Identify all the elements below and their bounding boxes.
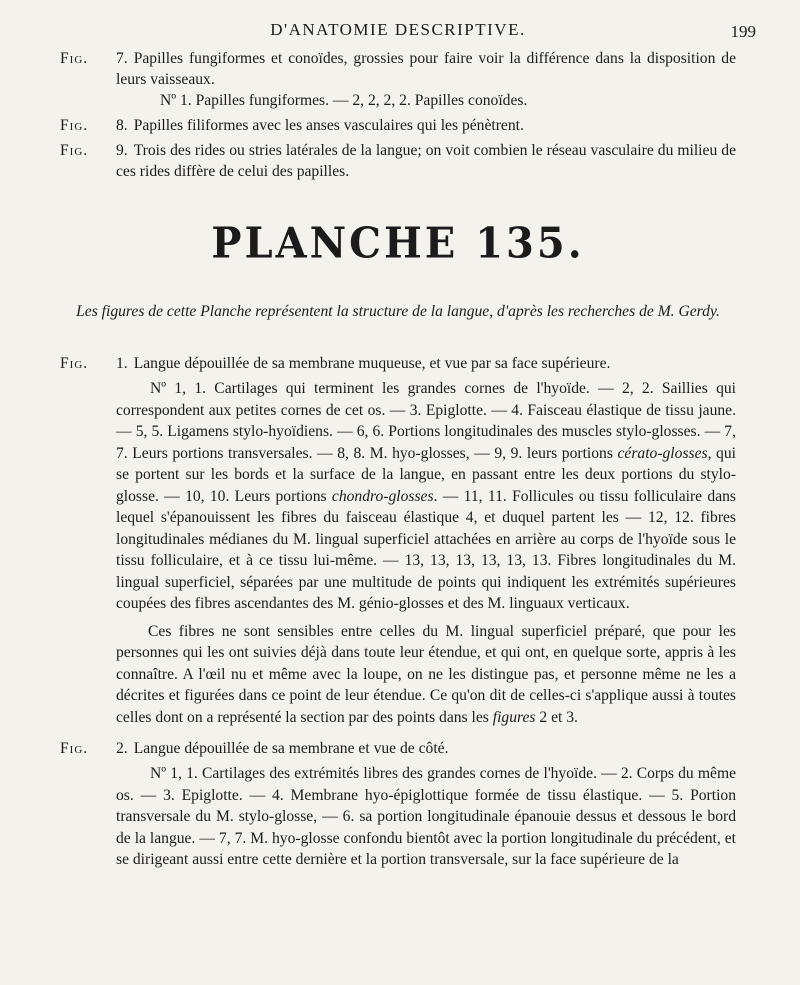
note-italic-term: figures	[492, 708, 536, 726]
figure-1-note	[116, 621, 736, 729]
plate-title: PLANCHE 135.	[211, 218, 585, 269]
legend-text: Nº 1, 1. Cartilages qui terminent les grandes cornes de l'hyoïde. — 2, 2. Saillies qui correspondent aux petites cornes de cet os. — 3. Epiglotte. — 4. Faisceau élastique de tissu jaune. — 5, 5. Ligamens stylo-hyoïdiens. — 6, 6. Portions longitudinales des muscles stylo-glosses. — 7, 7. Leurs portions transversales. — 8, 8. M. hyo-glosses, — 9, 9. leurs portions	[116, 380, 736, 462]
figure-label: Fig.	[60, 50, 89, 67]
page-number: 199	[730, 22, 756, 41]
figure-label: Fig.	[60, 355, 89, 372]
figure-1-legend	[116, 378, 736, 615]
figure-entry-1	[60, 353, 736, 374]
figure-number: 1.	[116, 355, 128, 372]
figure-label: Fig.	[60, 740, 89, 757]
page-header	[60, 0, 756, 48]
note-text: Ces fibres ne sont sensibles entre celles du M. lingual superficiel préparé, que pour les personnes qui les ont suivies déjà dans toute leur étendue, et qui ont, en quelque sorte, appris à les connaître. A l'œil nu et même avec la loupe, on ne les distingue pas, et personne même ne les a décrites et figurées dans ce point de leur étendue. Ce qu'on dit de celles-ci s'applique aussi à toutes celles dont on a représenté la section par des points dans les	[116, 622, 736, 726]
figure-entry-9	[60, 140, 736, 182]
figure-entry-8	[60, 115, 736, 136]
figure-number: 7.	[116, 50, 128, 67]
running-title: D'ANATOMIE DESCRIPTIVE.	[270, 20, 526, 39]
figure-label: Fig.	[60, 142, 89, 159]
figure-number: 8.	[116, 117, 128, 134]
figure-label: Fig.	[60, 117, 89, 134]
figure-number: 9.	[116, 142, 128, 159]
figure-entry-7	[60, 48, 736, 90]
plate-caption: Les figures de cette Planche représentent la structure de la langue, d'après les recherches de M. Gerdy.	[76, 303, 720, 320]
figure-description: Papilles fungiformes et conoïdes, grossies pour faire voir la différence dans la disposition de leurs vaisseaux.	[116, 50, 736, 88]
legend-italic-term: cérato-glosses	[617, 444, 708, 462]
figure-2-legend: Nº 1, 1. Cartilages des extrémités libres des grandes cornes de l'hyoïde. — 2. Corps du même os. — 3. Epiglotte. — 4. Membrane hyo-épiglottique formée de tissu élastique. — 5. Portion transversale du M. stylo-glosse, — 6. sa portion longitudinale épanouie dessus et dessous le bord de la langue. — 7, 7. M. hyo-glosse confondu bientôt avec la portion longitudinale du précédent, et se dirigeant aussi entre cette dernière et la portion transversale, sur la face supérieure de la	[116, 765, 736, 868]
figure-number: 2.	[116, 740, 128, 757]
legend-text: , qui se portent sur les bords et la surface de la langue, en passant entre les deux portions du stylo-glosse. — 10, 10. Leurs portions	[116, 444, 736, 505]
figure-description: Langue dépouillée de sa membrane et vue de côté.	[133, 740, 449, 757]
figure-entry-2	[60, 738, 736, 759]
note-text: 2 et 3.	[535, 708, 578, 726]
legend-italic-term: chondro-glosses	[331, 487, 434, 505]
figure-description: Langue dépouillée de sa membrane muqueuse, et vue par sa face supérieure.	[133, 355, 611, 372]
figure-description: Papilles filiformes avec les anses vasculaires qui les pénètrent.	[133, 117, 524, 134]
figure-7-legend: Nº 1. Papilles fungiformes. — 2, 2, 2, 2. Papilles conoïdes.	[160, 92, 528, 109]
legend-text: . — 11, 11. Follicules ou tissu folliculaire dans lequel s'épanouissent les fibres du faisceau élastique 4, et duquel partent les — 12, 12. fibres longitudinales médianes du M. lingual superficiel attachées en arrière au corps de l'hyoïde sous le tissu folliculaire, et à ce tissu lui-même. — 13, 13, 13, 13, 13, 13. Fibres longitudinales du M. lingual superficiel, séparées par une multitude de points qui indiquent les extrémités supérieures coupées des fibres ascendantes des M. génio-glosses et des M. linguaux verticaux.	[116, 487, 736, 612]
figure-description: Trois des rides ou stries latérales de la langue; on voit combien le réseau vasculaire du milieu de ces rides diffère de celui des papilles.	[116, 142, 736, 180]
